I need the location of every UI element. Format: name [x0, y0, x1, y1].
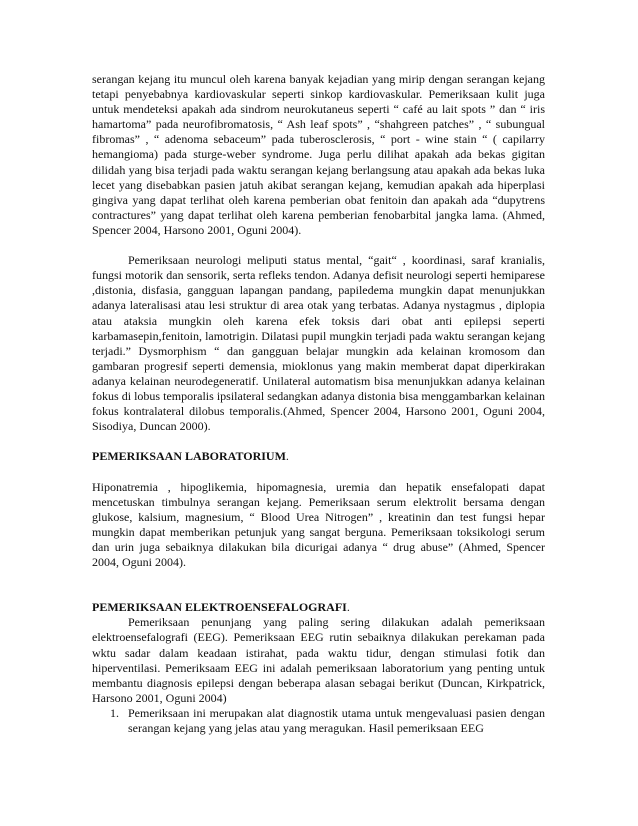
paragraph-gap	[92, 570, 545, 585]
list-item-number: 1.	[110, 705, 119, 720]
paragraph-gap	[92, 434, 545, 449]
heading-eeg-period: .	[346, 600, 350, 615]
list-item	[92, 706, 545, 736]
paragraph-skin-examination: serangan kejang itu muncul oleh karena banyak kejadian yang mirip dengan serangan kejang tetapi penyebabnya kardiovaskular seperti sinkop kardiovaskular. Pemeriksaan kulit juga untuk mendeteksi apakah ada sindrom neurokutaneus seperti “ café au lait spots ” dan “ iris hamartoma” pada neurofibromatosis, “ Ash leaf spots” , “shahgreen patches” , “ subungual fibromas” , “ adenoma sebaceum” pada tuberosclerosis, “ port - wine stain “ ( capilarry hemangioma) pada sturge-weber syndrome. Juga perlu dilihat apakah ada bekas gigitan dilidah yang bisa terjadi pada waktu serangan kejang berlangsung atau apakah ada bekas luka lecet yang disebabkan pasien jatuh akibat serangan kejang, kemudian apakah ada hiperplasi gingiva yang dapat terlihat oleh karena pemberian obat fenitoin dan apakah ada “dupytrens contractures” yang dapat terlihat oleh karena pemberian fenobarbital jangka lama. (Ahmed, Spencer 2004, Harsono 2001, Oguni 2004).	[92, 72, 545, 237]
eeg-reasons-list	[92, 706, 545, 736]
heading-laboratory-text: PEMERIKSAAN LABORATORIUM	[92, 449, 286, 464]
heading-eeg-text: PEMERIKSAAN ELEKTROENSEFALOGRAFI	[92, 600, 347, 615]
heading-laboratory-period: .	[285, 449, 289, 464]
paragraph-gap	[92, 464, 545, 479]
paragraph-neurological-examination: Pemeriksaan neurologi meliputi status mental, “gait“ , koordinasi, saraf kranialis, fungsi motorik dan sensorik, serta refleks tendon. Adanya defisit neurologi seperti hemiparese ,distonia, disfasia, gangguan lapangan pandang, papiledema mungkin dapat menunjukkan adanya lateralisasi atau lesi struktur di area otak yang terbatas. Adanya nystagmus , diplopia atau ataksia mungkin oleh karena efek toksis dari obat anti epilepsi seperti karbamasepin,fenitoin, lamotrigin. Dilatasi pupil mungkin terjadi pada waktu serangan kejang terjadi.” Dysmorphism “ dan gangguan belajar mungkin ada kelainan kromosom dan gambaran progresif seperti demensia, mioklonus yang makin memberat dapat diperkirakan adanya kelainan neurodegeneratif. Unilateral automatism bisa menunjukkan adanya kelainan fokus di lobus temporalis ipsilateral sedangkan adanya distonia bisa menggambarkan kelainan fokus kontralateral dilobus temporalis.(Ahmed, Spencer 2004, Harsono 2001, Oguni 2004, Sisodiya, Duncan 2000).	[92, 253, 545, 434]
heading-laboratory	[92, 449, 545, 464]
paragraph-gap	[92, 585, 545, 600]
list-item-text: Pemeriksaan ini merupakan alat diagnostik utama untuk mengevaluasi pasien dengan serangan kejang yang jelas atau yang meragukan. Hasil pemeriksaan EEG	[128, 705, 545, 736]
paragraph-laboratory: Hiponatremia , hipoglikemia, hipomagnesia, uremia dan hepatik ensefalopati dapat mencetuskan timbulnya serangan kejang. Pemeriksaan serum elektrolit bersama dengan glukose, kalsium, magnesium, “ Blood Urea Nitrogen” , kreatinin dan test fungsi hepar mungkin dapat memberikan petunjuk yang sangat berguna. Pemeriksaan toksikologi serum dan urin juga sebaiknya dilakukan bila dicurigai adanya “ drug abuse” (Ahmed, Spencer 2004, Oguni 2004).	[92, 479, 545, 569]
paragraph-gap	[92, 238, 545, 253]
heading-eeg	[92, 600, 545, 615]
paragraph-eeg: Pemeriksaan penunjang yang paling sering dilakukan adalah pemeriksaan elektroensefalografi (EEG). Pemeriksaan EEG rutin sebaiknya dilakukan perekaman pada wktu sadar dalam keadaan istirahat, pada waktu tidur, dengan stimulasi fotik dan hiperventilasi. Pemeriksaam EEG ini adalah pemeriksaan laboratorium yang penting untuk membantu diagnosis epilepsi dengan beberapa alasan sebagai berikut (Duncan, Kirkpatrick, Harsono 2001, Oguni 2004)	[92, 615, 545, 705]
document-page	[92, 72, 545, 736]
